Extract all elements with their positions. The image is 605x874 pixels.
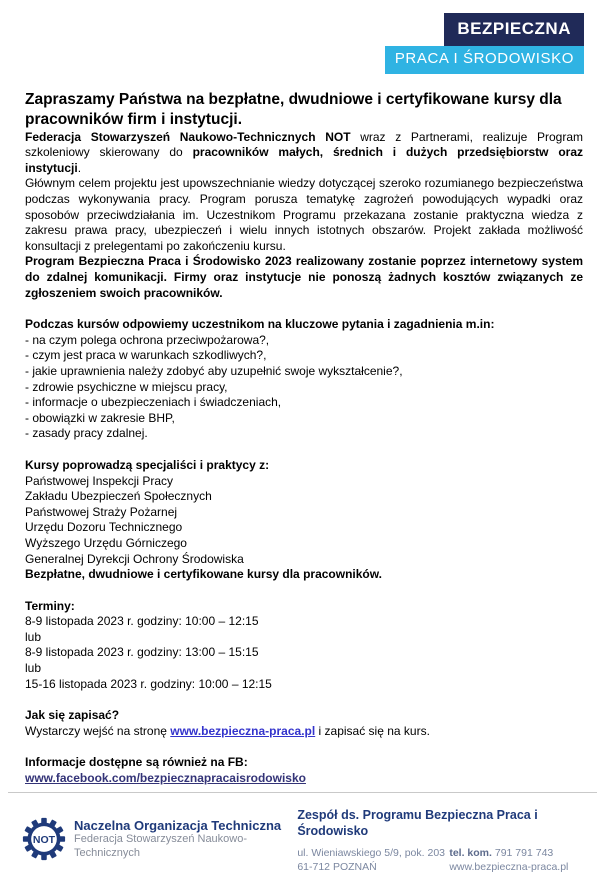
facebook-link[interactable]: www.facebook.com/bezpiecznapracaisrodowisko: [25, 771, 306, 786]
brand-logo-bottom: PRACA I ŚRODOWISKO: [385, 46, 584, 74]
date-line: 8-9 listopada 2023 r. godziny: 10:00 – 12:15: [25, 614, 259, 629]
footer-columns: [0, 793, 605, 874]
intro-bold-audience: pracowników małych, średnich i dużych przedsiębiorstw oraz instytucji: [25, 145, 583, 175]
course-summary-line: Bezpłatne, dwudniowe i certyfikowane kursy dla pracowników.: [25, 567, 382, 582]
questions-section: [25, 317, 583, 442]
footer-contact: [297, 805, 583, 874]
footer-organization: [22, 805, 297, 874]
footer-org-subtitle: Federacja Stowarzyszeń Naukowo-Technicznych: [74, 833, 248, 860]
not-logo-text: NOT: [32, 834, 56, 847]
signup-instruction: [25, 724, 583, 740]
facebook-line: [25, 771, 583, 787]
intro-text-1: wraz z Partnerami, realizuje Program szkoleniowy skierowany do: [25, 129, 583, 160]
program-paragraph: Program Bezpieczna Praca i Środowisko 2023 realizowany zostanie poprzez internetowy system do zdalnej komunikacji. Firmy oraz instytucje nie ponoszą żadnych kosztów związanych ze zgłoszeniem swoich pracowników.: [25, 254, 583, 300]
speakers-heading: Kursy poprowadzą specjaliści i praktycy z:: [25, 457, 270, 472]
footer-phone-number: 791 791 743: [494, 846, 554, 859]
footer-phone-label: tel. kom.: [449, 846, 492, 859]
page-title: Zapraszamy Państwa na bezpłatne, dwudniowe i certyfikowane kursy dla pracowników firm i instytucji.: [25, 91, 562, 128]
footer-org-name: Naczelna Organizacja Techniczna: [74, 817, 282, 833]
questions-heading: Podczas kursów odpowiemy uczestnikom na kluczowe pytania i zagadnienia m.in:: [25, 317, 495, 332]
footer-website: www.bezpieczna-praca.pl: [449, 860, 569, 873]
brand-logo: [385, 13, 584, 74]
speaker-item: Państwowej Straży Pożarnej: [25, 504, 178, 519]
footer-address-line1: ul. Wieniawskiego 5/9, pok. 203: [297, 846, 445, 859]
question-item: - zasady pracy zdalnej.: [25, 426, 148, 441]
footer-phone-web: [449, 846, 568, 874]
date-line: lub: [25, 661, 42, 676]
question-item: - zdrowie psychiczne w miejscu pracy,: [25, 379, 228, 394]
facebook-heading: Informacje dostępne są również na FB:: [25, 755, 248, 770]
dates-section: [25, 599, 583, 693]
footer-contact-row: [297, 846, 583, 874]
signup-link[interactable]: www.bezpieczna-praca.pl: [170, 723, 316, 738]
intro-text-2: .: [77, 160, 82, 175]
footer-team-title: Zespół ds. Programu Bezpieczna Praca i Środowisko: [297, 808, 538, 839]
speaker-item: Państwowej Inspekcji Pracy: [25, 473, 174, 488]
signup-heading: Jak się zapisać?: [25, 708, 120, 723]
not-gear-logo-icon: [22, 817, 66, 861]
question-item: - na czym polega ochrona przeciwpożarowa?,: [25, 332, 270, 347]
date-line: 8-9 listopada 2023 r. godziny: 13:00 – 15:15: [25, 645, 259, 660]
speaker-item: Wyższego Urzędu Górniczego: [25, 535, 187, 550]
footer-org-text: [74, 818, 297, 861]
intro-paragraph: [25, 130, 583, 255]
signup-text-pre: Wystarczy wejść na stronę: [25, 723, 171, 738]
facebook-section: [25, 755, 583, 786]
speaker-item: Urzędu Dozoru Technicznego: [25, 520, 183, 535]
intro-goal-text: Głównym celem projektu jest upowszechnianie wiedzy dotyczącej szeroko rozumianego bezpieczeństwa podczas wykonywania pracy. Program porusza tematykę zagrożeń powodujących wypadki oraz sposobów przeciwdziałania im. Uczestnikom Programu przekazana zostanie praktyczna wiedza z zakresu prawa pracy, ubezpieczeń i wielu innych istotnych obszarów. Projekt zakłada możliwość konsultacji z prelegentami po zakończeniu kursu.: [25, 176, 583, 253]
intro-bold-org: Federacja Stowarzyszeń Naukowo-Technicznych NOT: [25, 129, 351, 144]
dates-heading: Terminy:: [25, 598, 75, 613]
footer-phone-line: [449, 846, 568, 860]
question-item: - jakie uprawnienia należy zdobyć aby uzupełnić swoje wykształcenie?,: [25, 363, 403, 378]
date-line: 15-16 listopada 2023 r. godziny: 10:00 – 12:15: [25, 676, 272, 691]
speakers-section: [25, 458, 583, 567]
speaker-item: Generalnej Dyrekcji Ochrony Środowiska: [25, 551, 244, 566]
question-item: - czym jest praca w warunkach szkodliwych?,: [25, 348, 267, 363]
footer: [0, 792, 605, 874]
footer-address: [297, 846, 449, 874]
signup-section: [25, 708, 583, 739]
question-item: - obowiązki w zakresie BHP,: [25, 410, 175, 425]
signup-text-post: i zapisać się na kurs.: [315, 723, 430, 738]
speaker-item: Zakładu Ubezpieczeń Społecznych: [25, 489, 212, 504]
brand-logo-top: BEZPIECZNA: [444, 13, 584, 46]
question-item: - informacje o ubezpieczeniach i świadczeniach,: [25, 395, 282, 410]
footer-address-line2: 61-712 POZNAŃ: [297, 860, 377, 873]
date-line: lub: [25, 629, 42, 644]
